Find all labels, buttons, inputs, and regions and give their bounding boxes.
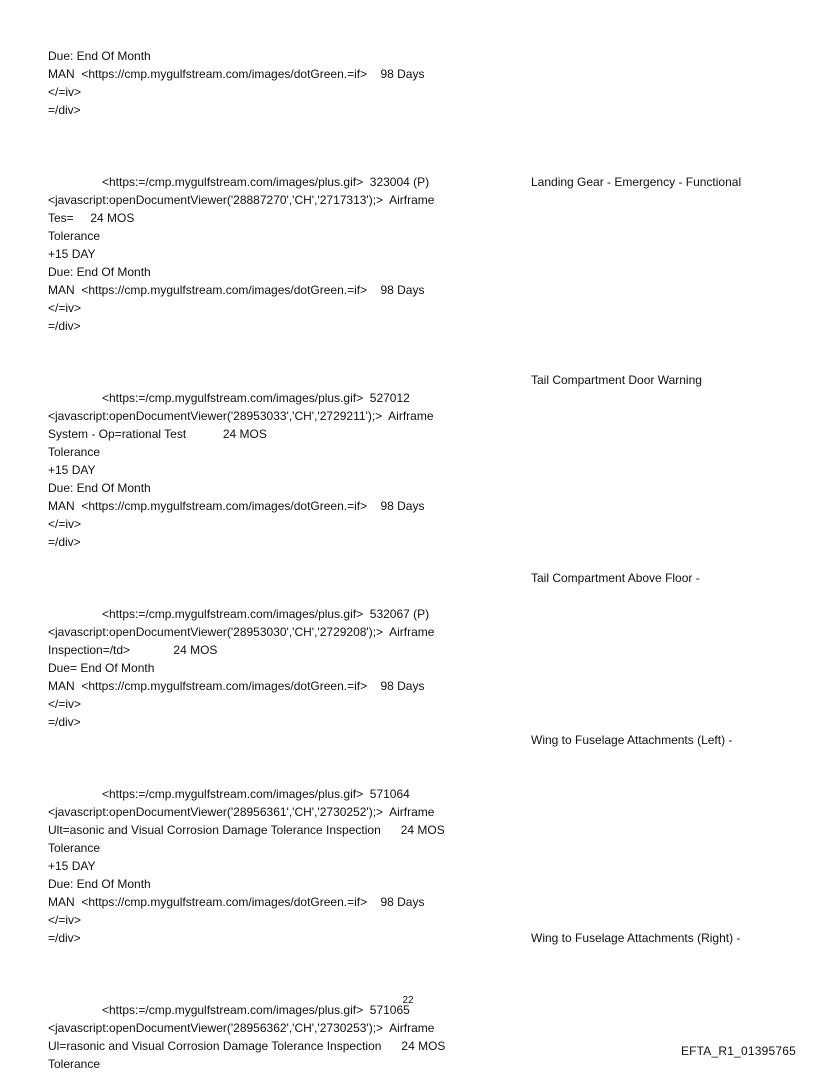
entry-link-line: <https:=/cmp.mygulfstream.com/images/plus.gif> 527012 [102, 391, 410, 405]
maintenance-entry [48, 785, 528, 947]
text-line: MAN <https://cmp.mygulfstream.com/images/dotGreen.=if> 98 Days [48, 67, 425, 81]
text-line: Due: End Of Month [48, 481, 151, 495]
text-line: Due: End Of Month [48, 49, 151, 63]
maintenance-entry [48, 389, 528, 551]
text-line: Inspection=/td> 24 MOS [48, 643, 218, 657]
entry-link-line: <https:=/cmp.mygulfstream.com/images/plus.gif> 532067 (P) [102, 607, 430, 621]
text-line: +15 DAY [48, 859, 96, 873]
text-line: MAN <https://cmp.mygulfstream.com/images/dotGreen.=if> 98 Days [48, 895, 425, 909]
text-line: Tolerance [48, 229, 101, 243]
page-number: 22 [402, 995, 414, 1006]
maintenance-entry [48, 173, 528, 335]
text-line: <javascript:openDocumentViewer('28953030','CH','2729208');> Airframe [48, 625, 435, 639]
text-line: <javascript:openDocumentViewer('28956361','CH','2730252');> Airframe [48, 805, 435, 819]
text-line: +15 DAY [48, 247, 96, 261]
text-line: Tolerance [48, 1057, 101, 1071]
text-line: </=iv> [48, 913, 82, 927]
text-line: Due: End Of Month [48, 877, 151, 891]
text-line: </=iv> [48, 85, 82, 99]
text-line: <javascript:openDocumentViewer('28887270','CH','2717313');> Airframe [48, 193, 435, 207]
text-line: +15 DAY [48, 463, 96, 477]
maintenance-entry [48, 1001, 528, 1073]
text-line: Tolerance [48, 841, 101, 855]
text-line: <javascript:openDocumentViewer('28953033','CH','2729211');> Airframe [48, 409, 434, 423]
text-line: Due: End Of Month [48, 265, 151, 279]
text-line: </=iv> [48, 697, 82, 711]
text-line: </=iv> [48, 517, 82, 531]
text-line: Ult=asonic and Visual Corrosion Damage Tolerance Inspection 24 MOS [48, 823, 445, 837]
text-line: MAN <https://cmp.mygulfstream.com/images/dotGreen.=if> 98 Days [48, 499, 425, 513]
entry-link-line: <https:=/cmp.mygulfstream.com/images/plus.gif> 571065 [102, 1003, 410, 1017]
document-body [48, 47, 528, 1073]
text-line: =/div> [48, 535, 81, 549]
text-line: =/div> [48, 103, 81, 117]
entry-description: Wing to Fuselage Attachments (Right) - [531, 931, 741, 945]
text-line: Ul=rasonic and Visual Corrosion Damage Tolerance Inspection 24 MOS [48, 1039, 446, 1053]
entry-link-line: <https:=/cmp.mygulfstream.com/images/plus.gif> 571064 [102, 787, 410, 801]
text-line: =/div> [48, 931, 81, 945]
text-line: MAN <https://cmp.mygulfstream.com/images/dotGreen.=if> 98 Days [48, 283, 425, 297]
entry-description: Tail Compartment Door Warning [531, 373, 702, 387]
text-line: =/div> [48, 715, 81, 729]
entry-description: Landing Gear - Emergency - Functional [531, 175, 742, 189]
text-line: Due= End Of Month [48, 661, 155, 675]
text-line: MAN <https://cmp.mygulfstream.com/images/dotGreen.=if> 98 Days [48, 679, 425, 693]
entry-description: Tail Compartment Above Floor - [531, 571, 700, 585]
text-line: </=iv> [48, 301, 82, 315]
entry-link-line: <https:=/cmp.mygulfstream.com/images/plus.gif> 323004 (P) [102, 175, 430, 189]
text-line: <javascript:openDocumentViewer('28956362','CH','2730253');> Airframe [48, 1021, 435, 1035]
text-line: Tolerance [48, 445, 101, 459]
text-line: =/div> [48, 319, 81, 333]
maintenance-entry [48, 605, 528, 731]
entry-description: Wing to Fuselage Attachments (Left) - [531, 733, 733, 747]
text-line: Tes= 24 MOS [48, 211, 135, 225]
bates-stamp: EFTA_R1_01395765 [680, 1044, 796, 1058]
text-line: System - Op=rational Test 24 MOS [48, 427, 267, 441]
